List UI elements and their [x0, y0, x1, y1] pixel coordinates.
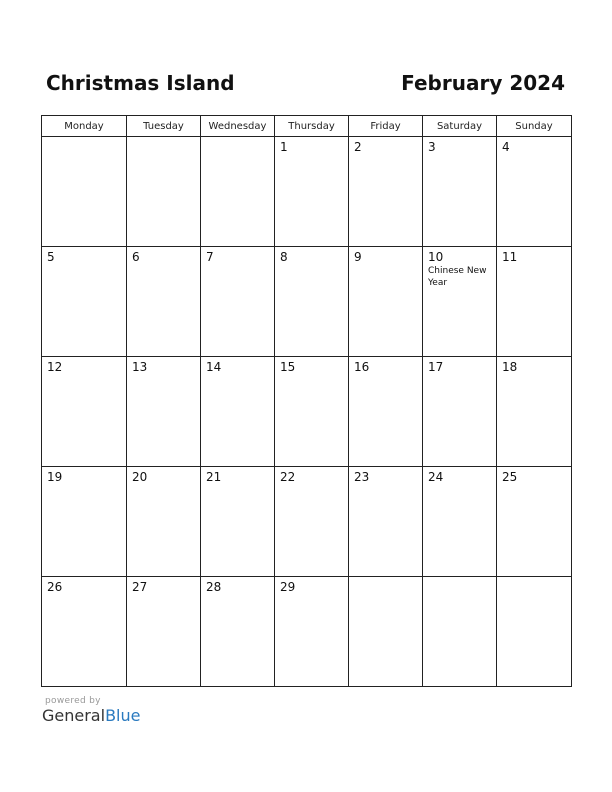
weekday-header: Monday — [42, 116, 127, 137]
holiday-label: Chinese New Year — [428, 266, 487, 288]
day-number: 27 — [132, 580, 148, 594]
day-number: 17 — [428, 360, 444, 374]
day-cell — [497, 577, 572, 687]
day-cell — [201, 467, 275, 577]
day-cell — [127, 467, 201, 577]
day-cell — [201, 137, 275, 247]
day-cell — [423, 137, 497, 247]
day-cell — [42, 467, 127, 577]
day-cell — [42, 357, 127, 467]
weekday-header: Sunday — [497, 116, 572, 137]
day-number: 9 — [354, 250, 362, 264]
day-number: 5 — [47, 250, 55, 264]
day-number: 16 — [354, 360, 370, 374]
day-cell — [127, 137, 201, 247]
day-number: 26 — [47, 580, 63, 594]
day-number: 22 — [280, 470, 296, 484]
day-number: 4 — [502, 140, 510, 154]
calendar-region-title: Christmas Island — [46, 71, 235, 95]
day-cell — [349, 577, 423, 687]
weekday-header: Thursday — [275, 116, 349, 137]
day-number: 18 — [502, 360, 518, 374]
week-row — [42, 247, 572, 357]
day-cell — [42, 577, 127, 687]
day-number: 15 — [280, 360, 296, 374]
day-cell — [275, 137, 349, 247]
day-cell — [423, 357, 497, 467]
day-cell — [275, 467, 349, 577]
day-cell — [42, 247, 127, 357]
day-cell — [349, 137, 423, 247]
calendar-grid — [41, 115, 572, 687]
day-cell — [497, 467, 572, 577]
calendar-month-title: February 2024 — [401, 71, 565, 95]
day-cell — [497, 357, 572, 467]
weekday-header: Saturday — [423, 116, 497, 137]
weekday-header: Wednesday — [201, 116, 275, 137]
day-number: 11 — [502, 250, 518, 264]
day-cell — [275, 357, 349, 467]
day-number: 21 — [206, 470, 222, 484]
day-number: 19 — [47, 470, 63, 484]
generalblue-branding — [42, 696, 140, 725]
day-cell — [275, 247, 349, 357]
day-cell — [423, 247, 497, 357]
day-number: 24 — [428, 470, 444, 484]
day-cell — [201, 357, 275, 467]
day-cell — [201, 577, 275, 687]
day-number: 23 — [354, 470, 370, 484]
day-cell — [497, 247, 572, 357]
day-cell — [497, 137, 572, 247]
week-row — [42, 357, 572, 467]
day-cell — [423, 467, 497, 577]
day-cell — [349, 357, 423, 467]
day-cell — [349, 247, 423, 357]
day-number: 14 — [206, 360, 222, 374]
day-cell — [127, 357, 201, 467]
week-row — [42, 577, 572, 687]
day-number: 3 — [428, 140, 436, 154]
day-number: 12 — [47, 360, 63, 374]
day-cell — [275, 577, 349, 687]
logo-word-general: General — [42, 706, 106, 725]
logo-word-blue: Blue — [105, 706, 141, 725]
day-cell — [127, 577, 201, 687]
day-cell — [423, 577, 497, 687]
week-row — [42, 467, 572, 577]
weekday-header-row — [42, 116, 572, 137]
day-number: 2 — [354, 140, 362, 154]
day-number: 13 — [132, 360, 148, 374]
week-row — [42, 137, 572, 247]
powered-by-label: powered by — [45, 696, 101, 706]
day-number: 28 — [206, 580, 222, 594]
day-number: 8 — [280, 250, 288, 264]
day-cell — [42, 137, 127, 247]
day-cell — [349, 467, 423, 577]
weekday-header: Tuesday — [127, 116, 201, 137]
generalblue-logo — [42, 707, 140, 725]
day-number: 1 — [280, 140, 288, 154]
day-number: 25 — [502, 470, 518, 484]
day-number: 7 — [206, 250, 214, 264]
day-cell — [127, 247, 201, 357]
day-number: 10 — [428, 250, 444, 264]
day-number: 20 — [132, 470, 148, 484]
weekday-header: Friday — [349, 116, 423, 137]
day-number: 29 — [280, 580, 296, 594]
day-cell — [201, 247, 275, 357]
day-number: 6 — [132, 250, 140, 264]
